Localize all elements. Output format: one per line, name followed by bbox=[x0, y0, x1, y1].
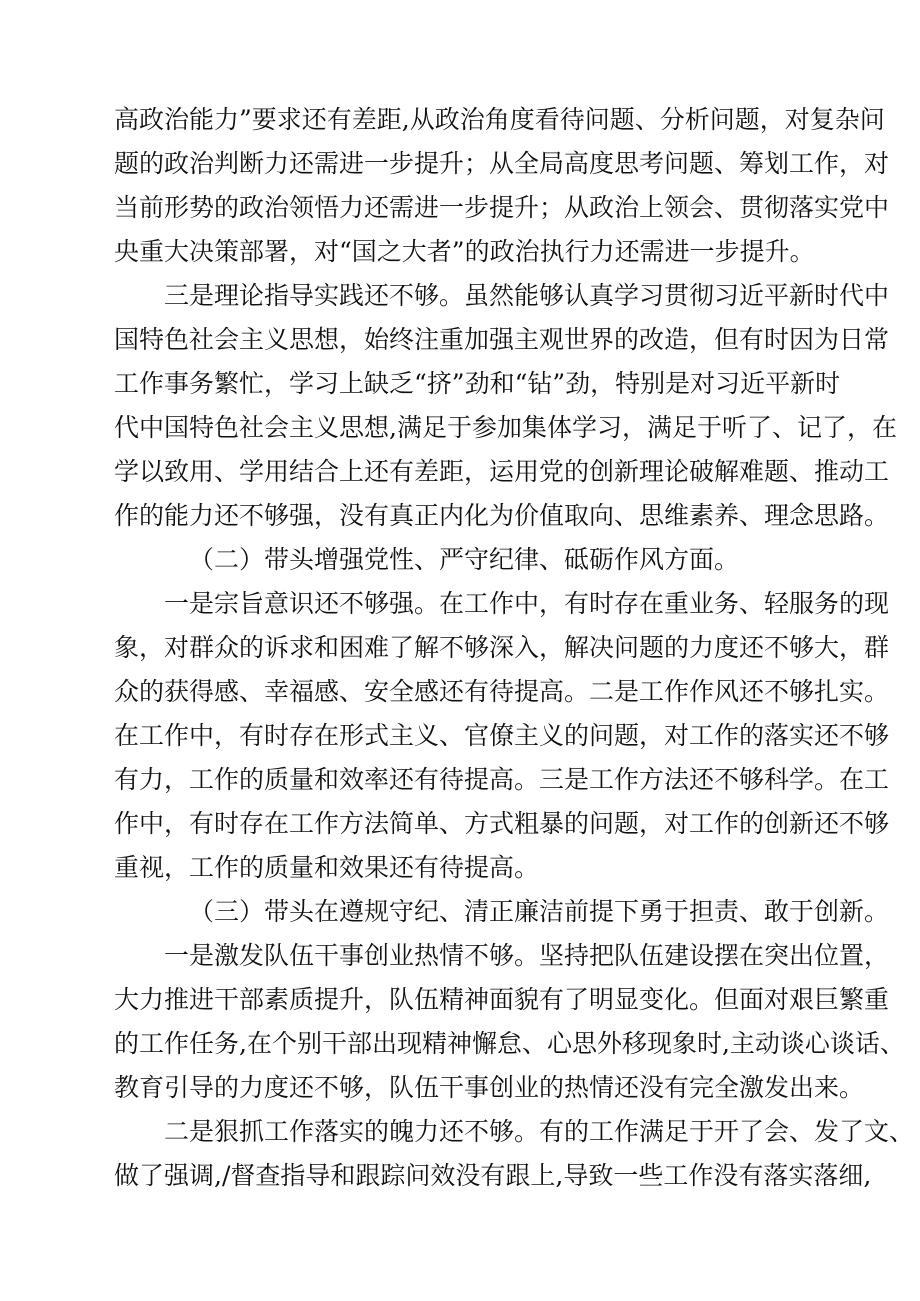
text-line: 代中国特色社会主义思想,满足于参加集体学习，满足于听了、记了，在 bbox=[114, 413, 897, 442]
text-line: 国特色社会主义思想，始终注重加强主观世界的改造，但有时因为日常 bbox=[114, 325, 890, 354]
text-line: 象，对群众的诉求和困难了解不够深入，解决问题的力度还不够大，群 bbox=[114, 633, 890, 662]
text-line: 做了强调,/督查指导和跟踪问效没有跟上,导致一些工作没有落实落细, bbox=[114, 1161, 872, 1190]
text-line: 的工作任务,在个别干部出现精神懈怠、心思外移现象时,主动谈心谈话、 bbox=[114, 1029, 905, 1058]
paragraph-first-line: 二是狠抓工作落实的魄力还不够。有的工作满足于开了会、发了文、 bbox=[164, 1117, 915, 1146]
text-line: 作的能力还不够强，没有真正内化为价值取向、思维素养、理念思路。 bbox=[114, 501, 890, 530]
text-line: 大力推进干部素质提升，队伍精神面貌有了明显变化。但面对艰巨繁重 bbox=[114, 985, 890, 1014]
text-line: 学以致用、学用结合上还有差距，运用党的创新理论破解难题、推动工 bbox=[114, 457, 890, 486]
text-line: 题的政治判断力还需进一步提升；从全局高度思考问题、筹划工作，对 bbox=[114, 149, 890, 178]
paragraph-first-line: 三是理论指导实践还不够。虽然能够认真学习贯彻习近平新时代中 bbox=[164, 281, 890, 310]
section-heading: （二）带头增强党性、严守纪律、砥砺作风方面。 bbox=[189, 545, 740, 574]
text-line: 作中，有时存在工作方法简单、方式粗暴的问题，对工作的创新还不够 bbox=[114, 809, 890, 838]
text-line: 有力，工作的质量和效率还有待提高。三是工作方法还不够科学。在工 bbox=[114, 765, 890, 794]
text-line: 重视，工作的质量和效果还有待提高。 bbox=[114, 853, 540, 882]
text-line: 高政治能力”要求还有差距,从政治角度看待问题、分析问题，对复杂问 bbox=[114, 105, 885, 134]
text-line: 央重大决策部署，对“国之大者”的政治执行力还需进一步提升。 bbox=[114, 237, 815, 266]
text-line: 当前形势的政治领悟力还需进一步提升；从政治上领会、贯彻落实党中 bbox=[114, 193, 890, 222]
paragraph-first-line: 一是激发队伍干事创业热情不够。坚持把队伍建设摆在突出位置， bbox=[164, 941, 890, 970]
text-line: 工作事务繁忙，学习上缺乏“挤”劲和“钻”劲，特别是对习近平新时 bbox=[114, 369, 841, 398]
section-heading: （三）带头在遵规守纪、清正廉洁前提下勇于担责、敢于创新。 bbox=[189, 897, 890, 926]
paragraph-first-line: 一是宗旨意识还不够强。在工作中，有时存在重业务、轻服务的现 bbox=[164, 589, 890, 618]
text-line: 众的获得感、幸福感、安全感还有待提高。二是工作作风还不够扎实。 bbox=[114, 677, 890, 706]
text-line: 在工作中，有时存在形式主义、官僚主义的问题，对工作的落实还不够 bbox=[114, 721, 890, 750]
text-line: 教育引导的力度还不够，队伍干事创业的热情还没有完全激发出来。 bbox=[114, 1073, 865, 1102]
